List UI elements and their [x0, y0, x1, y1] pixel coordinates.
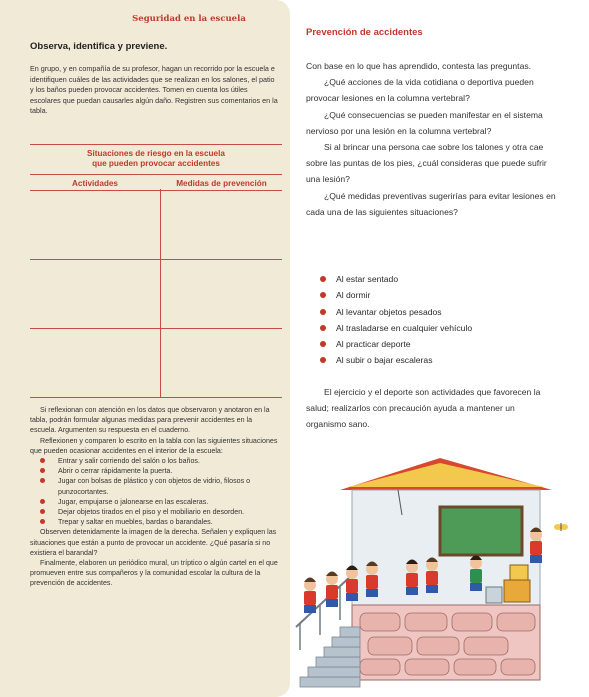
list-item-text: Trepar y saltar en muebles, bardas o barandales.	[58, 518, 213, 527]
list-item	[30, 517, 280, 527]
bullet-icon	[40, 519, 45, 524]
list-item-text: Jugar con bolsas de plástico y con objetos de vidrio, filosos o punzocortantes.	[58, 477, 251, 496]
table-title	[30, 149, 282, 169]
bullet-icon	[320, 357, 326, 363]
list-item	[306, 320, 556, 336]
table-rule	[30, 397, 282, 398]
risk-table	[30, 144, 282, 398]
column-header-measures: Medidas de prevención	[176, 179, 267, 188]
list-item-text: Abrir o cerrar rápidamente la puerta.	[58, 467, 173, 476]
list-item	[30, 497, 280, 507]
list-item	[30, 507, 280, 517]
table-title-line1: Situaciones de riesgo en la escuela	[87, 149, 225, 158]
list-item-text: Al estar sentado	[336, 274, 399, 284]
reflect-paragraph: Si reflexionan con atención en los datos que observaron y anotaron en la tabla, podrán formular algunas medidas para prevenir accidentes en la escuela. Argumenten su respuesta en el cuaderno.	[30, 406, 270, 435]
list-item-text: Al trasladarse en cualquier vehículo	[336, 322, 473, 333]
bullet-icon	[320, 341, 326, 347]
table-rule	[30, 144, 282, 145]
table-title-line2: que pueden provocar accidentes	[92, 159, 220, 168]
bullet-icon	[320, 309, 326, 315]
section-tab-title: Seguridad en la escuela	[132, 14, 246, 24]
list-item-text: Dejar objetos tirados en el piso y el mobiliario en desorden.	[58, 508, 245, 517]
list-item-text: Al dormir	[336, 290, 371, 301]
table-cell-measure-2[interactable]	[161, 260, 282, 328]
list-item-text: Al levantar objetos pesados	[336, 306, 442, 317]
instruction-paragraph: Con base en lo que has aprendido, contesta las preguntas.	[306, 61, 532, 71]
left-body-text	[30, 405, 280, 589]
activity-intro: En grupo, y en compañía de su profesor, hagan un recorrido por la escuela e identifiquen cuáles de las actividades que se realizan en los salones, el patio y los baños pueden provocar accidentes. Tomen en cuenta los útiles escolares que puedan causarles algún daño. Registren sus comentarios en la tabla.	[30, 64, 278, 115]
bullet-icon	[320, 325, 326, 331]
final-paragraph: Finalmente, elaboren un periódico mural, un tríptico o algún cartel en el que promueven entre sus compañeros y la comunidad escolar la cultura de la prevención de accidentes.	[30, 559, 278, 588]
risk-situations-list	[30, 456, 280, 527]
question-3: Si al brincar una persona cae sobre los talones y otra cae sobre las puntas de los pies, ¿cuál consideras que puede sufrir una lesión?	[306, 142, 547, 185]
table-cell-activity-1[interactable]	[30, 191, 160, 259]
stairs	[300, 627, 360, 687]
compare-paragraph: Reflexionen y comparen lo escrito en la tabla con las siguientes situaciones que pueden ocasionar accidentes en el interior de la escuela:	[30, 436, 278, 455]
activity-heading: Observa, identifica y previene.	[30, 41, 168, 52]
bullet-icon	[320, 292, 326, 298]
list-item-text: Entrar y salir corriendo del salón o los baños.	[58, 457, 200, 466]
questions-text	[306, 58, 556, 220]
bullet-icon	[40, 509, 45, 514]
observe-paragraph: Observen detenidamente la imagen de la derecha. Señalen y expliquen las situaciones que están a punto de provocar un accidente. ¿Qué pasaría si no existiera el barandal?	[30, 528, 277, 557]
table-cell-activity-2[interactable]	[30, 260, 160, 328]
closing-paragraph: El ejercicio y el deporte son actividades que favorecen la salud; realizarlos con precaución ayuda a mantener un organismo sano.	[306, 387, 541, 430]
list-item-text: Al practicar deporte	[336, 339, 411, 350]
bullet-icon	[40, 458, 45, 463]
column-header-activities: Actividades	[72, 179, 118, 188]
chalkboard	[440, 507, 522, 555]
bullet-icon	[320, 276, 326, 282]
butterfly-icon	[554, 523, 568, 531]
table-cell-measure-3[interactable]	[161, 329, 282, 397]
list-item-text: Al subir o bajar escaleras	[336, 355, 433, 366]
question-2: ¿Qué consecuencias se pueden manifestar en el sistema nervioso por una lesión en la columna vertebral?	[306, 109, 543, 136]
situations-list	[306, 271, 556, 369]
table-cell-activity-3[interactable]	[30, 329, 160, 397]
question-1: ¿Qué acciones de la vida cotidiana o deportiva pueden provocar lesiones en la columna vertebral?	[306, 77, 534, 104]
section-tab	[123, 10, 255, 28]
list-item	[306, 304, 556, 320]
list-item	[306, 287, 556, 303]
list-item	[30, 476, 280, 496]
bullet-icon	[40, 499, 45, 504]
list-item	[30, 456, 280, 466]
list-item	[306, 336, 556, 352]
list-item	[30, 466, 280, 476]
list-item	[306, 271, 556, 287]
page-title: Prevención de accidentes	[306, 27, 423, 38]
school-illustration	[290, 455, 589, 697]
list-item	[306, 352, 556, 368]
table-cell-measure-1[interactable]	[161, 191, 282, 259]
roof-inner-shape	[348, 463, 544, 487]
bullet-icon	[40, 478, 45, 483]
list-item-text: Jugar, empujarse o jalonearse en las escaleras.	[58, 497, 209, 506]
question-4: ¿Qué medidas preventivas sugerirías para evitar lesiones en cada una de las siguientes situaciones?	[306, 190, 556, 217]
table-rule	[30, 174, 282, 175]
bullet-icon	[40, 468, 45, 473]
